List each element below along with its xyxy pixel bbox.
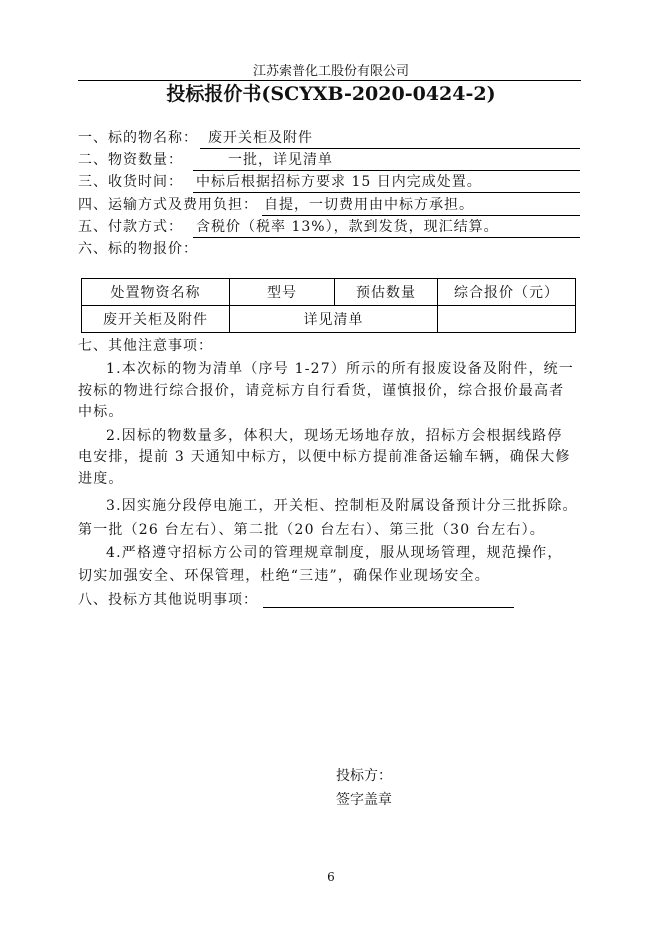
note-line: 进度。 bbox=[78, 471, 124, 487]
note-line: 2.因标的物数量多，体积大，现场无场地存放，招标方会根据线路停 bbox=[106, 428, 563, 444]
field-value-item-name: 废开关柜及附件 bbox=[208, 130, 313, 146]
table-header: 处置物资名称 bbox=[82, 279, 230, 306]
quote-table bbox=[81, 278, 576, 333]
field-label-payment: 五、付款方式： bbox=[78, 219, 183, 235]
note-line: 1.本次标的物为清单（序号 1-27）所示的所有报废设备及附件，统一 bbox=[106, 361, 575, 377]
document-title: 投标报价书(SCYXB-2020-0424-2) bbox=[166, 83, 496, 105]
note-line: 中标。 bbox=[78, 404, 124, 420]
field-label-delivery-time: 三、收货时间： bbox=[78, 174, 183, 190]
note-line: 3.因实施分段停电施工，开关柜、控制柜及附属设备预计分三批拆除。 bbox=[106, 498, 578, 514]
field-underline bbox=[193, 237, 580, 238]
field-value-transport: 自提，一切费用由中标方承担。 bbox=[264, 197, 474, 213]
company-header: 江苏索普化工股份有限公司 bbox=[252, 64, 409, 79]
field-label-item-name: 一、标的物名称： bbox=[78, 130, 198, 146]
note-line: 4.严格遵守招标方公司的管理规章制度，服从现场管理，规范操作， bbox=[106, 545, 563, 561]
field-underline bbox=[262, 215, 580, 216]
field-underline bbox=[193, 170, 580, 171]
header-rule bbox=[78, 80, 581, 81]
bidder-label: 投标方： bbox=[336, 768, 392, 784]
table-row bbox=[82, 306, 576, 333]
field-value-quantity: 一批，详见清单 bbox=[228, 152, 333, 168]
table-header: 预估数量 bbox=[335, 279, 438, 306]
field-value-delivery-time: 中标后根据招标方要求 15 日内完成处置。 bbox=[196, 174, 482, 190]
note-line: 第一批（26 台左右）、第二批（20 台左右）、第三批（30 台左右）。 bbox=[78, 522, 545, 538]
field-underline bbox=[200, 148, 580, 149]
note-line: 切实加强安全、环保管理，杜绝“三违”，确保作业现场安全。 bbox=[78, 568, 490, 584]
signature-label: 签字盖章 bbox=[336, 792, 392, 808]
field-label-transport: 四、运输方式及费用负担： bbox=[78, 197, 258, 213]
other-notes-underline[interactable] bbox=[263, 607, 514, 608]
table-cell-name: 废开关柜及附件 bbox=[82, 306, 230, 333]
table-cell-detail: 详见清单 bbox=[230, 306, 438, 333]
field-underline bbox=[193, 192, 580, 193]
note-line: 电安排，提前 3 天通知中标方，以便中标方提前准备运输车辆，确保大修 bbox=[78, 449, 571, 465]
table-cell-price[interactable] bbox=[438, 306, 576, 333]
field-label-quantity: 二、物资数量： bbox=[78, 152, 183, 168]
notes-heading: 七、其他注意事项： bbox=[78, 338, 213, 354]
note-line: 按标的物进行综合报价，请竞标方自行看货，谨慎报价，综合报价最高者 bbox=[78, 383, 565, 399]
table-header: 型号 bbox=[230, 279, 335, 306]
field-value-payment: 含税价（税率 13%），款到发货，现汇结算。 bbox=[196, 219, 499, 235]
table-header: 综合报价（元） bbox=[438, 279, 576, 306]
field-label-quote: 六、标的物报价： bbox=[78, 241, 198, 257]
table-header-row bbox=[82, 279, 576, 306]
other-notes-label: 八、投标方其他说明事项： bbox=[78, 592, 258, 608]
page-number: 6 bbox=[327, 870, 335, 884]
